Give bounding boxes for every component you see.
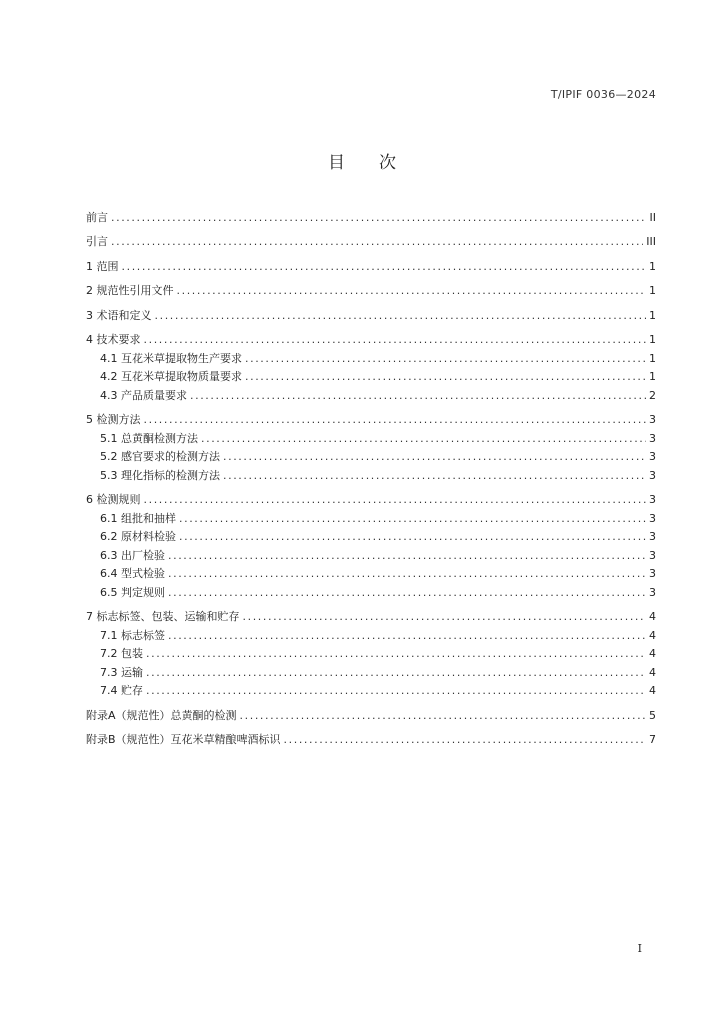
page-number: I [637, 942, 642, 955]
toc-entry[interactable] [86, 445, 656, 464]
toc-entry-label: 6.1 组批和抽样 [100, 511, 176, 525]
toc-entry-label: 5 检测方法 [86, 413, 141, 426]
toc-entry-page: 3 [649, 585, 656, 599]
toc-entry-page: 4 [649, 628, 656, 642]
toc-leader-dots [168, 550, 646, 562]
toc-entry[interactable] [86, 346, 656, 365]
toc-leader-dots [201, 433, 646, 445]
toc-leader-dots [284, 734, 646, 746]
toc-entry[interactable] [86, 660, 656, 679]
toc-entry-label: 7.2 包装 [100, 647, 143, 660]
toc-entry[interactable] [86, 322, 656, 347]
toc-entry[interactable] [86, 402, 656, 427]
toc-entry-label: 附录B（规范性）互花米草精酿啤酒标识 [86, 733, 281, 746]
toc-entry-label: 5.3 理化指标的检测方法 [100, 468, 220, 482]
toc-entry[interactable] [86, 623, 656, 642]
toc-entry-page: 3 [649, 431, 656, 445]
toc-leader-dots [168, 630, 646, 642]
toc-entry[interactable] [86, 506, 656, 525]
toc-entry[interactable] [86, 383, 656, 402]
toc-entry-page: 4 [649, 610, 656, 623]
toc-leader-dots [223, 451, 646, 463]
toc-entry-page: 7 [649, 733, 656, 746]
toc-leader-dots [168, 568, 646, 580]
toc-leader-dots [122, 261, 647, 273]
toc-leader-dots [146, 685, 646, 697]
toc-entry-page: 1 [649, 333, 656, 346]
toc-leader-dots [144, 414, 647, 426]
toc-leader-dots [179, 531, 646, 543]
toc-entry-label: 1 范围 [86, 259, 119, 273]
toc-entry-label: 4.3 产品质量要求 [100, 388, 187, 402]
toc-entry[interactable] [86, 273, 656, 298]
toc-entry[interactable] [86, 199, 656, 224]
toc-entry-page: 3 [649, 548, 656, 562]
toc-entry[interactable] [86, 224, 656, 249]
toc-entry-page: 3 [649, 511, 656, 525]
toc-entry-label: 6.4 型式检验 [100, 567, 165, 580]
toc-leader-dots [111, 236, 643, 248]
toc-entry-label: 2 规范性引用文件 [86, 284, 174, 297]
toc-entry-label: 附录A（规范性）总黄酮的检测 [86, 708, 237, 722]
toc-entry-page: 3 [649, 413, 656, 426]
toc-leader-dots [155, 310, 647, 322]
toc-entry-page: II [649, 210, 656, 224]
toc-entry-label: 3 术语和定义 [86, 308, 152, 322]
toc-leader-dots [144, 334, 647, 346]
page-title: 目次 [328, 153, 430, 173]
toc-entry-page: 3 [649, 567, 656, 580]
toc-entry-label: 6.5 判定规则 [100, 585, 165, 599]
toc-leader-dots [240, 710, 646, 722]
toc-leader-dots [245, 371, 646, 383]
toc-leader-dots [190, 390, 646, 402]
toc-entry[interactable] [86, 525, 656, 544]
toc-entry-label: 5.2 感官要求的检测方法 [100, 450, 220, 463]
toc-entry-page: 5 [649, 708, 656, 722]
toc-entry-page: 1 [649, 351, 656, 365]
toc-entry-label: 7.1 标志标签 [100, 628, 165, 642]
table-of-contents [86, 199, 656, 746]
toc-entry-label: 6.2 原材料检验 [100, 530, 176, 543]
toc-entry[interactable] [86, 642, 656, 661]
toc-entry-page: 3 [649, 530, 656, 543]
toc-entry[interactable] [86, 722, 656, 747]
toc-entry-page: 1 [649, 370, 656, 383]
toc-entry[interactable] [86, 599, 656, 624]
toc-entry[interactable] [86, 426, 656, 445]
toc-entry-label: 6 检测规则 [86, 493, 141, 506]
toc-entry-page: 1 [649, 308, 656, 322]
toc-leader-dots [245, 353, 646, 365]
toc-entry-page: 4 [649, 647, 656, 660]
toc-entry[interactable] [86, 580, 656, 599]
toc-entry-label: 引言 [86, 235, 108, 248]
toc-leader-dots [168, 587, 646, 599]
toc-entry[interactable] [86, 365, 656, 384]
toc-entry-label: 7.4 贮存 [100, 684, 143, 697]
toc-leader-dots [177, 285, 647, 297]
toc-entry-page: 1 [649, 259, 656, 273]
toc-leader-dots [243, 611, 647, 623]
toc-entry[interactable] [86, 562, 656, 581]
toc-entry[interactable] [86, 297, 656, 322]
toc-leader-dots [111, 212, 647, 224]
toc-entry[interactable] [86, 679, 656, 698]
toc-entry[interactable] [86, 697, 656, 722]
toc-entry-page: 4 [649, 665, 656, 679]
toc-entry[interactable] [86, 248, 656, 273]
toc-entry-label: 4.1 互花米草提取物生产要求 [100, 351, 242, 365]
toc-entry-page: 3 [649, 468, 656, 482]
toc-entry[interactable] [86, 463, 656, 482]
toc-entry-label: 前言 [86, 210, 108, 224]
toc-entry-page: 1 [649, 284, 656, 297]
toc-entry-label: 7.3 运输 [100, 665, 143, 679]
toc-entry-page: III [646, 235, 656, 248]
toc-entry-page: 4 [649, 684, 656, 697]
toc-leader-dots [146, 667, 646, 679]
toc-entry-label: 4 技术要求 [86, 333, 141, 346]
toc-leader-dots [146, 648, 646, 660]
toc-entry-label: 5.1 总黄酮检测方法 [100, 431, 198, 445]
toc-entry-page: 3 [649, 450, 656, 463]
toc-entry[interactable] [86, 482, 656, 507]
toc-entry-page: 2 [649, 388, 656, 402]
toc-entry-label: 6.3 出厂检验 [100, 548, 165, 562]
toc-leader-dots [144, 494, 647, 506]
toc-entry-label: 4.2 互花米草提取物质量要求 [100, 370, 242, 383]
toc-entry-page: 3 [649, 493, 656, 506]
toc-leader-dots [179, 513, 646, 525]
toc-entry-label: 7 标志标签、包装、运输和贮存 [86, 610, 240, 623]
standard-number: T/IPIF 0036—2024 [550, 88, 656, 101]
toc-leader-dots [223, 470, 646, 482]
toc-entry[interactable] [86, 543, 656, 562]
